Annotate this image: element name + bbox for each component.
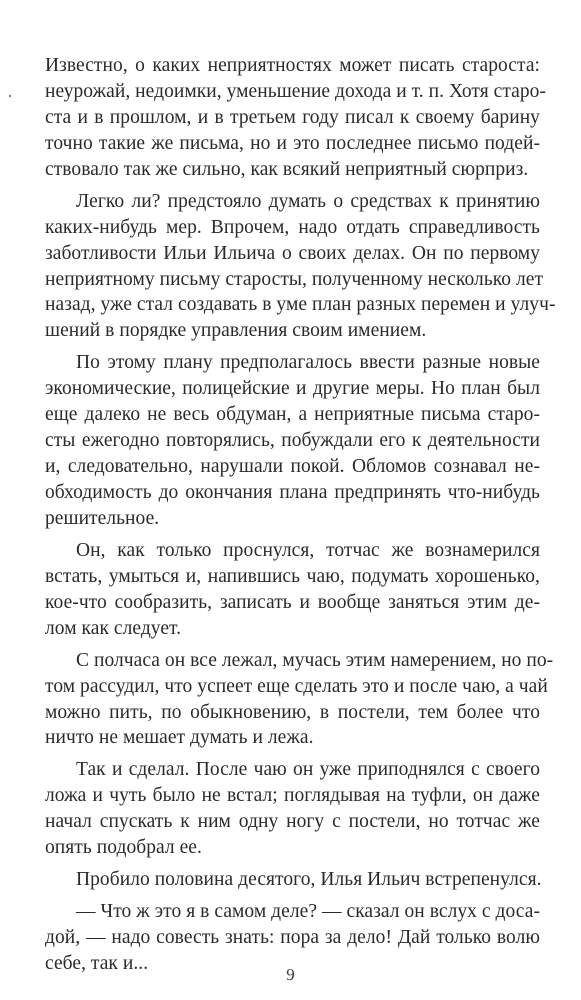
text-line: начал спускать к ним одну ногу с постели, но тотчас же (45, 811, 540, 832)
text-line: том рассудил, что успеет еще сделать это и после чаю, а чай (45, 676, 548, 697)
paragraph-first-line: По этому плану предполагалось ввести разные новые (76, 352, 540, 373)
text-line: себе, так и... (45, 953, 149, 974)
text-line: можно пить, по обыкновению, в постели, тем более что (45, 702, 540, 723)
text-line: неурожай, недоимки, уменьшение дохода и т. п. Хотя старо- (45, 81, 547, 102)
text-line: дой, — надо совесть знать: пора за дело! Дай только волю (45, 927, 540, 948)
text-line: решительное. (45, 508, 160, 529)
text-line: лом как следует. (45, 618, 182, 639)
text-line: — Что ж это я в самом деле? — сказал он вслух с доса- (76, 901, 540, 922)
text-line: опять подобрал ее. (45, 837, 202, 858)
text-line: Известно, о каких неприятностях может писать староста: (45, 55, 540, 76)
print-speck (9, 95, 11, 97)
text-line: кое-что сообразить, записать и вообще заняться этим де- (45, 592, 540, 613)
text-line: экономические, полицейские и другие меры. Но план был (45, 378, 540, 399)
text-line: назад, уже стал создавать в уме план разных перемен и улуч- (45, 294, 556, 315)
text-line: ствовало так же сильно, как всякий неприятный сюрприз. (45, 159, 529, 180)
page-number: 9 (286, 965, 295, 984)
paragraph-first-line: С полчаса он все лежал, мучась этим намерением, но по- (76, 650, 554, 671)
text-line: сты ежегодно повторялись, побуждали его к деятельности (45, 430, 540, 451)
paragraph-first-line: Легко ли? предстояло думать о средствах к принятию (76, 191, 540, 212)
paragraph-first-line: Так и сделал. После чаю он уже приподнялся с своего (76, 759, 540, 780)
text-line: ста и в прошлом, и в третьем году писал к своему барину (45, 107, 540, 128)
text-line: встать, умыться и, напившись чаю, подумать хорошенько, (45, 566, 540, 587)
text-line: еще далеко не весь обдуман, а неприятные письма старо- (45, 404, 540, 425)
text-line: шений в порядке управления своим имением. (45, 320, 427, 341)
text-line: ничто не мешает думать и лежа. (45, 727, 314, 748)
paragraph-first-line: Он, как только проснулся, тотчас же вознамерился (76, 540, 540, 561)
text-line: и, следовательно, нарушали покой. Обломов сознавал не- (45, 456, 540, 477)
paragraph-first-line: Пробило половина десятого, Илья Ильич встрепенулся. (76, 869, 542, 890)
text-line: точно такие же письма, но и это последнее письмо подей- (45, 133, 540, 154)
text-line: заботливости Ильи Ильича о своих делах. Он по первому (45, 243, 540, 264)
text-line: ложа и чуть было не встал; поглядывая на туфли, он даже (45, 785, 540, 806)
text-line: обходимость до окончания плана предпринять что-нибудь (45, 482, 540, 503)
text-line: каких-нибудь мер. Впрочем, надо отдать справедливость (45, 217, 540, 238)
text-line: неприятному письму старосты, полученному несколько лет (45, 269, 544, 290)
